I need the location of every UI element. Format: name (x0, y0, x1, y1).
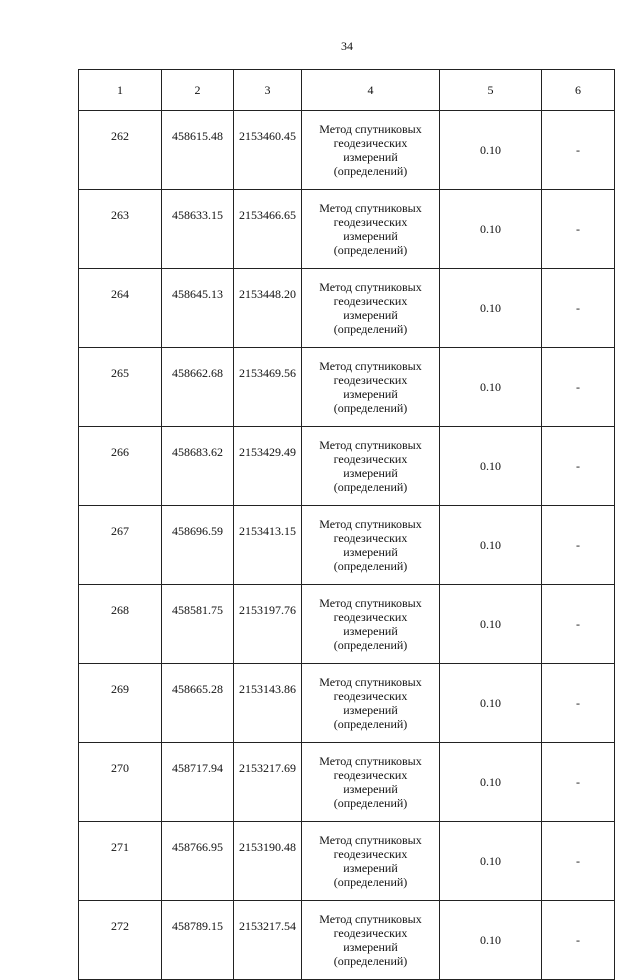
table-row (79, 901, 615, 980)
description-cell: - (542, 269, 615, 348)
x-coordinate-cell: 458696.59 (162, 506, 234, 585)
method-cell (302, 269, 440, 348)
y-coordinate-cell: 2153143.86 (234, 664, 302, 743)
table-row (79, 664, 615, 743)
method-cell (302, 585, 440, 664)
point-number-cell: 270 (79, 743, 162, 822)
description-cell: - (542, 111, 615, 190)
table-row (79, 506, 615, 585)
method-cell (302, 190, 440, 269)
method-cell (302, 348, 440, 427)
table-row (79, 585, 615, 664)
table-row (79, 427, 615, 506)
method-text: Метод спутниковых геодезических измерений (определений) (319, 596, 422, 652)
table-row (79, 111, 615, 190)
accuracy-cell: 0.10 (440, 743, 542, 822)
description-cell: - (542, 427, 615, 506)
point-number-cell: 267 (79, 506, 162, 585)
method-text: Метод спутниковых геодезических измерений (определений) (319, 517, 422, 573)
description-cell: - (542, 901, 615, 980)
method-cell (302, 901, 440, 980)
point-number-cell: 268 (79, 585, 162, 664)
x-coordinate-cell: 458645.13 (162, 269, 234, 348)
table-row (79, 269, 615, 348)
description-cell: - (542, 822, 615, 901)
method-cell (302, 743, 440, 822)
y-coordinate-cell: 2153448.20 (234, 269, 302, 348)
method-text: Метод спутниковых геодезических измерений (определений) (319, 833, 422, 889)
accuracy-cell: 0.10 (440, 822, 542, 901)
accuracy-cell: 0.10 (440, 664, 542, 743)
accuracy-cell: 0.10 (440, 427, 542, 506)
y-coordinate-cell: 2153190.48 (234, 822, 302, 901)
y-coordinate-cell: 2153217.69 (234, 743, 302, 822)
description-cell: - (542, 190, 615, 269)
table-row (79, 743, 615, 822)
point-number-cell: 266 (79, 427, 162, 506)
accuracy-cell: 0.10 (440, 901, 542, 980)
x-coordinate-cell: 458633.15 (162, 190, 234, 269)
description-cell: - (542, 348, 615, 427)
point-number-cell: 263 (79, 190, 162, 269)
method-cell (302, 427, 440, 506)
point-number-cell: 271 (79, 822, 162, 901)
method-cell (302, 664, 440, 743)
point-number-cell: 269 (79, 664, 162, 743)
y-coordinate-cell: 2153217.54 (234, 901, 302, 980)
description-cell: - (542, 664, 615, 743)
x-coordinate-cell: 458717.94 (162, 743, 234, 822)
x-coordinate-cell: 458615.48 (162, 111, 234, 190)
table-row (79, 822, 615, 901)
x-coordinate-cell: 458662.68 (162, 348, 234, 427)
method-cell (302, 111, 440, 190)
y-coordinate-cell: 2153197.76 (234, 585, 302, 664)
y-coordinate-cell: 2153413.15 (234, 506, 302, 585)
x-coordinate-cell: 458789.15 (162, 901, 234, 980)
x-coordinate-cell: 458581.75 (162, 585, 234, 664)
y-coordinate-cell: 2153460.45 (234, 111, 302, 190)
column-header: 2 (162, 70, 234, 111)
description-cell: - (542, 585, 615, 664)
accuracy-cell: 0.10 (440, 111, 542, 190)
method-text: Метод спутниковых геодезических измерений (определений) (319, 359, 422, 415)
description-cell: - (542, 506, 615, 585)
table-header-row (79, 70, 615, 111)
description-cell: - (542, 743, 615, 822)
method-text: Метод спутниковых геодезических измерений (определений) (319, 754, 422, 810)
point-number-cell: 262 (79, 111, 162, 190)
accuracy-cell: 0.10 (440, 585, 542, 664)
column-header: 3 (234, 70, 302, 111)
coordinates-table (78, 69, 615, 980)
table-row (79, 348, 615, 427)
method-cell (302, 506, 440, 585)
method-text: Метод спутниковых геодезических измерений (определений) (319, 122, 422, 178)
accuracy-cell: 0.10 (440, 348, 542, 427)
method-text: Метод спутниковых геодезических измерений (определений) (319, 201, 422, 257)
method-text: Метод спутниковых геодезических измерений (определений) (319, 280, 422, 336)
column-header: 6 (542, 70, 615, 111)
y-coordinate-cell: 2153469.56 (234, 348, 302, 427)
column-header: 5 (440, 70, 542, 111)
point-number-cell: 272 (79, 901, 162, 980)
column-header: 1 (79, 70, 162, 111)
method-text: Метод спутниковых геодезических измерений (определений) (319, 675, 422, 731)
column-header: 4 (302, 70, 440, 111)
y-coordinate-cell: 2153429.49 (234, 427, 302, 506)
accuracy-cell: 0.10 (440, 269, 542, 348)
method-cell (302, 822, 440, 901)
x-coordinate-cell: 458766.95 (162, 822, 234, 901)
x-coordinate-cell: 458683.62 (162, 427, 234, 506)
point-number-cell: 265 (79, 348, 162, 427)
page-number: 34 (341, 39, 353, 53)
method-text: Метод спутниковых геодезических измерений (определений) (319, 912, 422, 968)
y-coordinate-cell: 2153466.65 (234, 190, 302, 269)
accuracy-cell: 0.10 (440, 190, 542, 269)
x-coordinate-cell: 458665.28 (162, 664, 234, 743)
point-number-cell: 264 (79, 269, 162, 348)
method-text: Метод спутниковых геодезических измерений (определений) (319, 438, 422, 494)
accuracy-cell: 0.10 (440, 506, 542, 585)
table-row (79, 190, 615, 269)
